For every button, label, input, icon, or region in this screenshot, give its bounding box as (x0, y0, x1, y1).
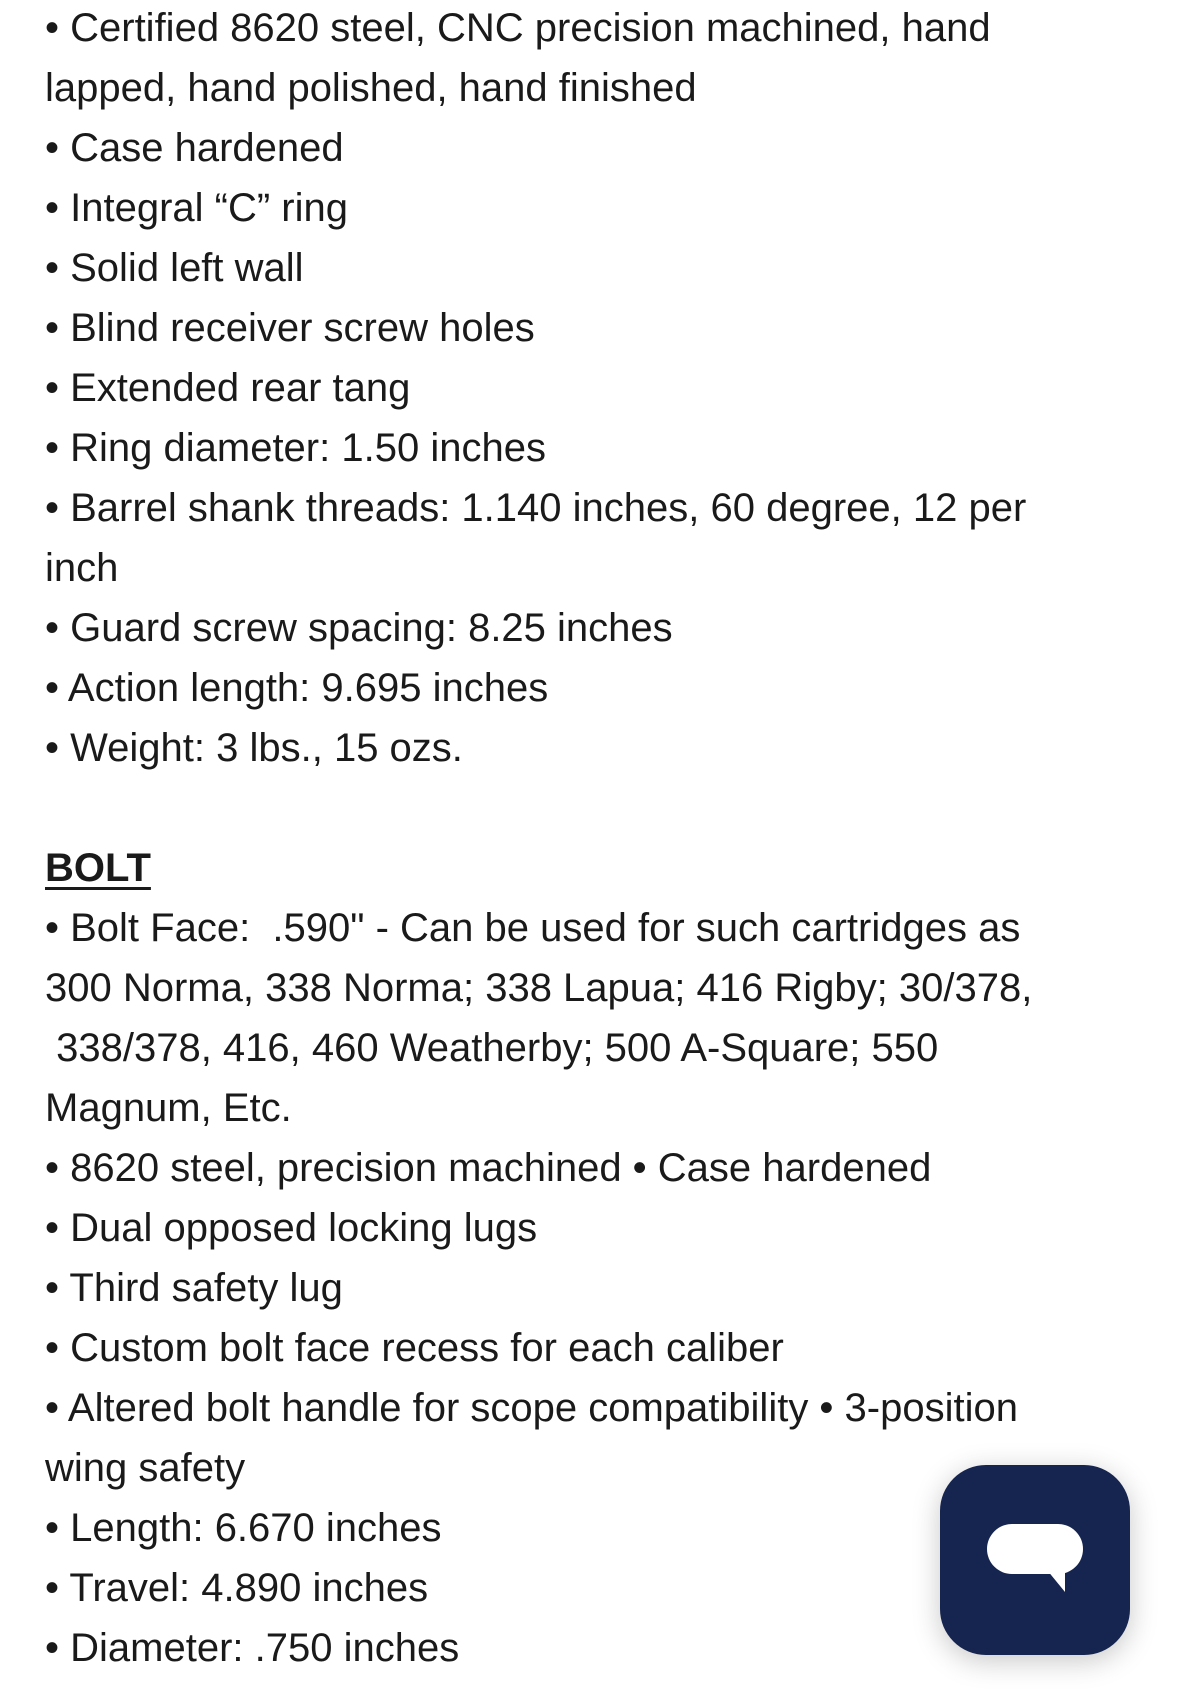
spec-line: • Guard screw spacing: 8.25 inches (45, 606, 673, 650)
spec-line: • Barrel shank threads: 1.140 inches, 60 degree, 12 per (45, 486, 1027, 530)
spec-line: • Custom bolt face recess for each caliber (45, 1326, 784, 1370)
chat-bubble-icon (985, 1520, 1085, 1600)
spec-line: • Length: 6.670 inches (45, 1506, 442, 1550)
receiver-spec-list (45, 0, 1125, 778)
spec-line: • Travel: 4.890 inches (45, 1566, 429, 1610)
spec-line: • Diameter: .750 inches (45, 1626, 460, 1670)
spec-line: • Action length: 9.695 inches (45, 666, 549, 710)
spec-line: • Altered bolt handle for scope compatibility • 3-position (45, 1386, 1018, 1430)
bolt-heading: BOLT (45, 846, 151, 890)
spec-line: lapped, hand polished, hand finished (45, 66, 697, 110)
spec-line: wing safety (45, 1446, 246, 1490)
spec-line: • Certified 8620 steel, CNC precision machined, hand (45, 6, 991, 50)
spec-line: • Extended rear tang (45, 366, 411, 410)
section-gap (45, 778, 1125, 838)
spec-line: • Case hardened (45, 126, 344, 170)
spec-line: • 8620 steel, precision machined • Case hardened (45, 1146, 932, 1190)
spec-line: • Bolt Face: .590" - Can be used for such cartridges as (45, 906, 1021, 950)
chat-launcher-button[interactable] (940, 1465, 1130, 1655)
product-specs (45, 0, 1125, 1678)
spec-line: 300 Norma, 338 Norma; 338 Lapua; 416 Rigby; 30/378, (45, 966, 1033, 1010)
spec-line: • Weight: 3 lbs., 15 ozs. (45, 726, 463, 770)
spec-line: • Dual opposed locking lugs (45, 1206, 538, 1250)
spec-line: • Ring diameter: 1.50 inches (45, 426, 546, 470)
spec-line: inch (45, 546, 119, 590)
spec-line: • Integral “C” ring (45, 186, 348, 230)
spec-line: 338/378, 416, 460 Weatherby; 500 A-Square; 550 (45, 1026, 939, 1070)
spec-line: • Solid left wall (45, 246, 304, 290)
spec-line: • Blind receiver screw holes (45, 306, 535, 350)
spec-line: • Third safety lug (45, 1266, 343, 1310)
spec-line: Magnum, Etc. (45, 1086, 292, 1130)
